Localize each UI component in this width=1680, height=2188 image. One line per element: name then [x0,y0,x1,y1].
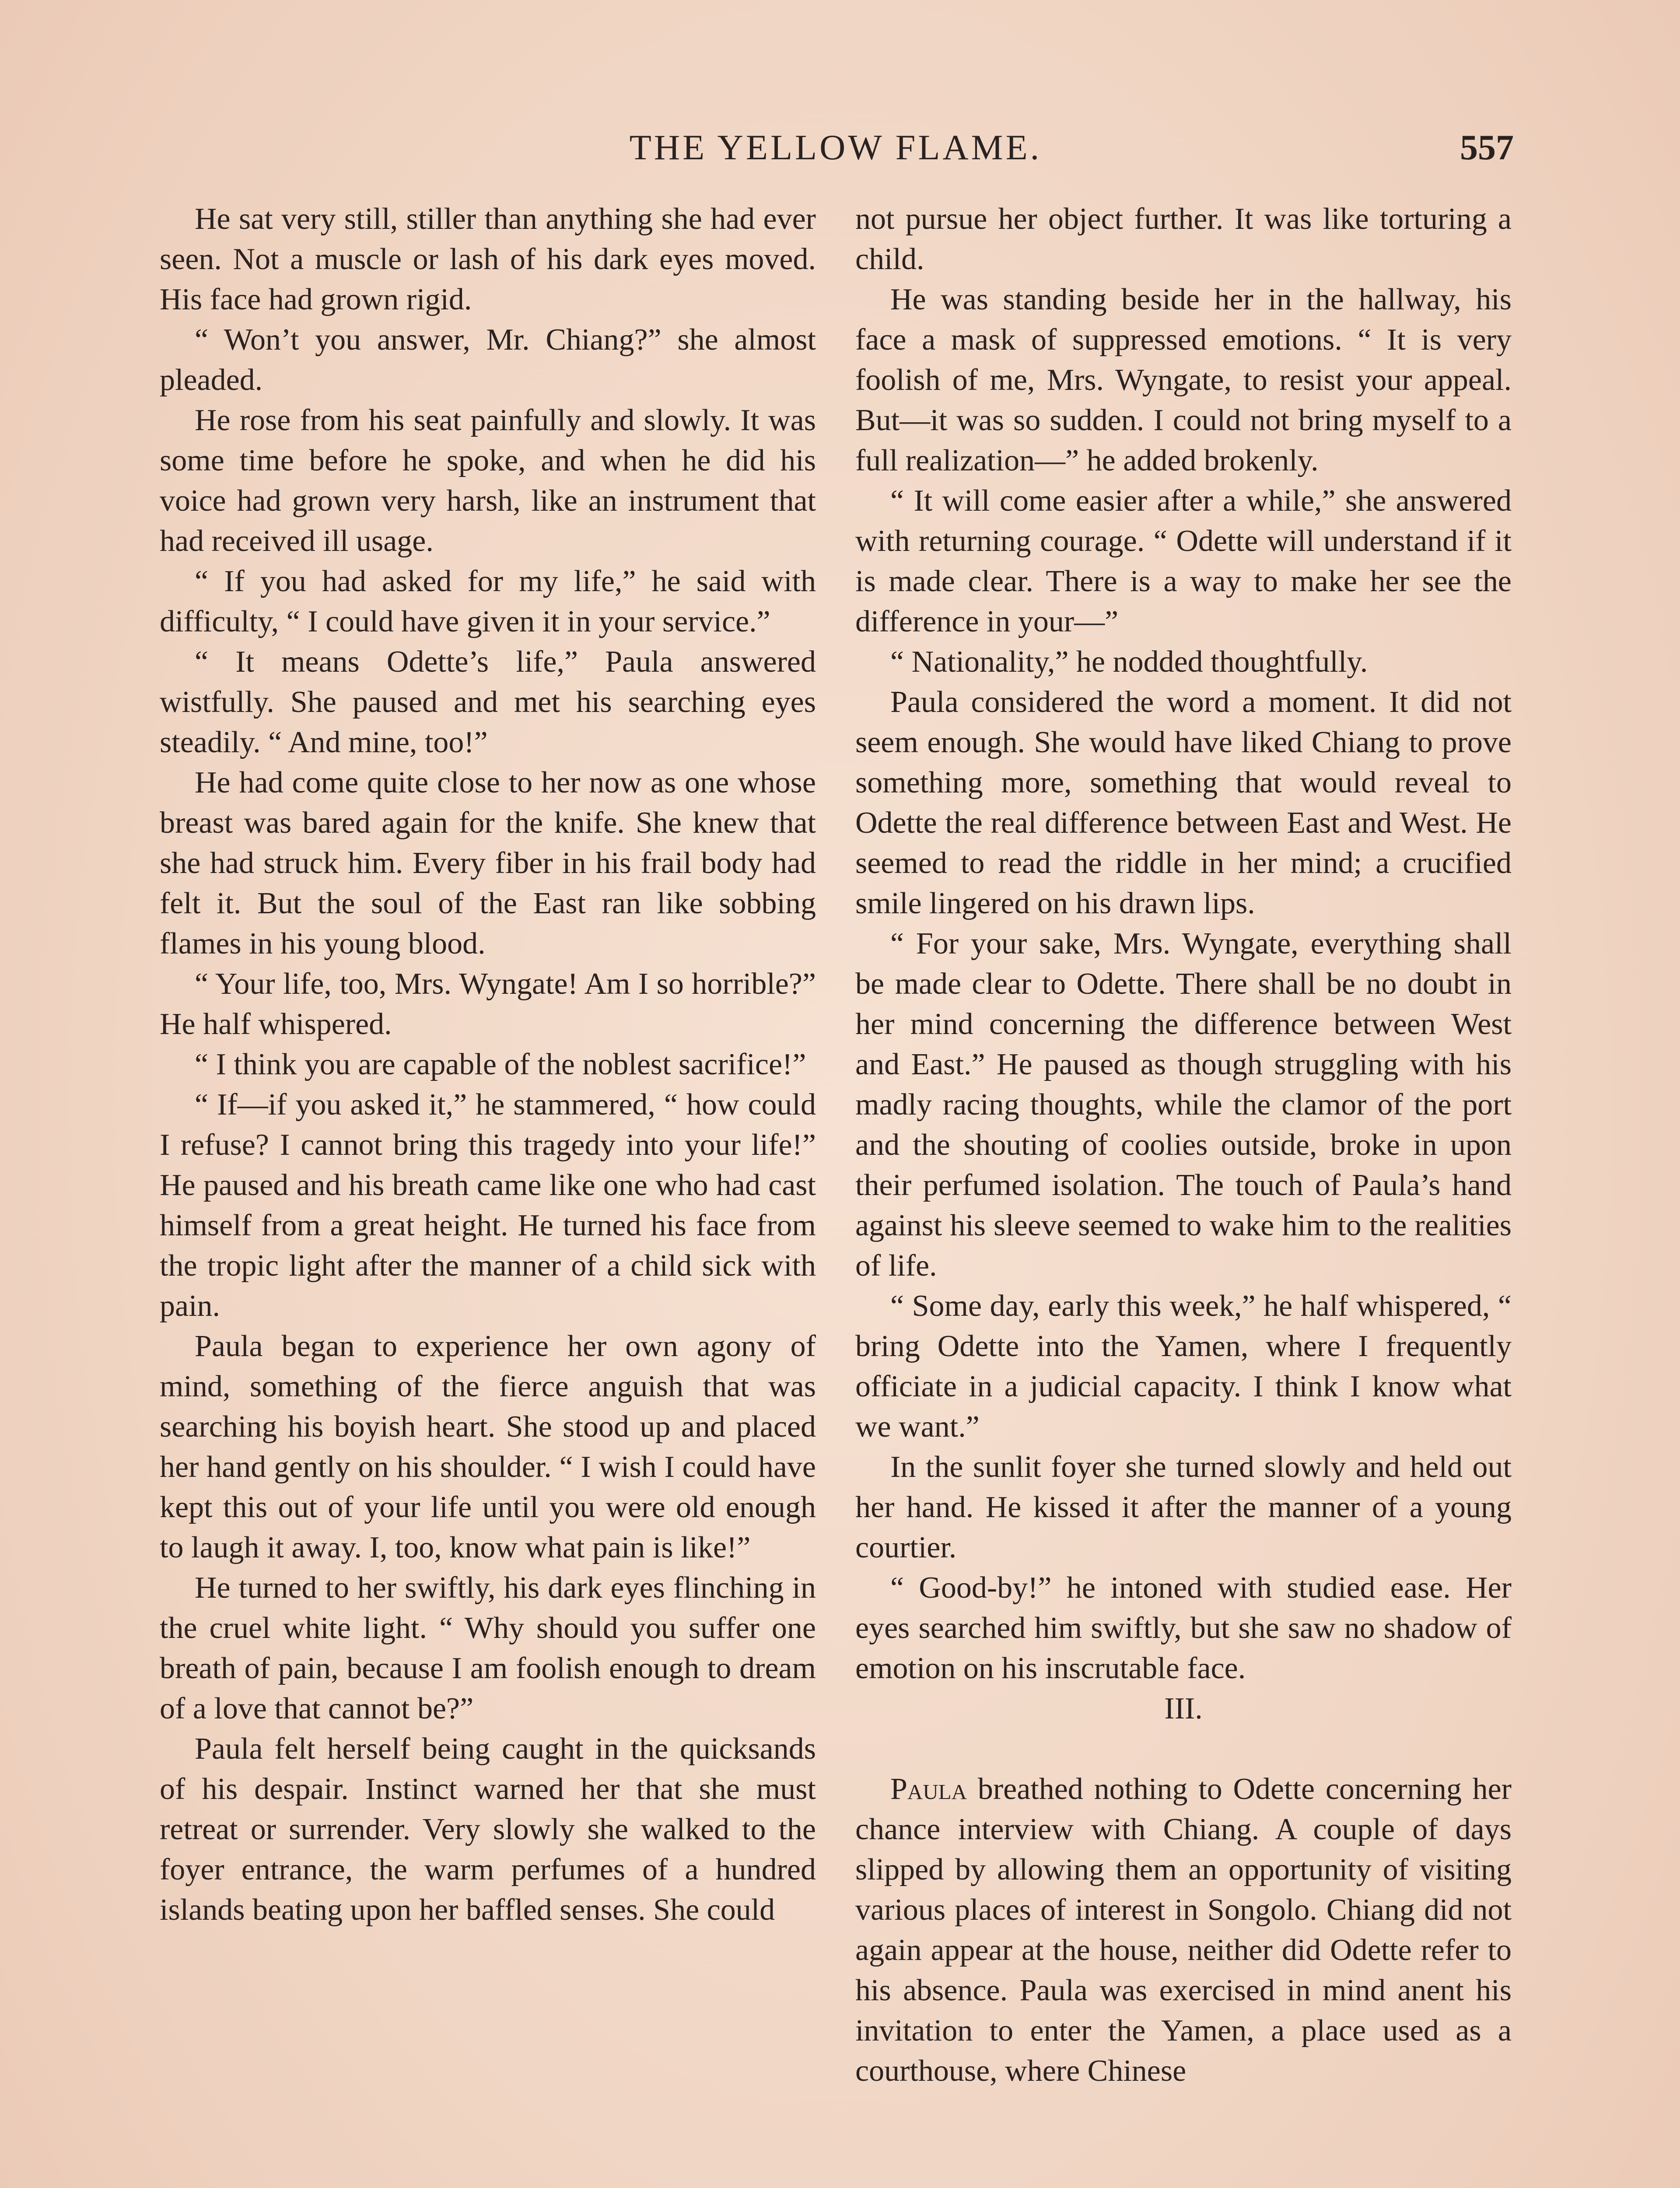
paragraph-continued: not pursue her object further. It was like torturing a child. [855,202,1512,276]
running-head [158,123,1514,175]
paragraph: “ If you had asked for my life,” he said with difficulty, “ I could have given it in your service.” [160,565,816,638]
paragraph: “ Nationality,” he nodded thoughtfully. [890,645,1368,679]
paragraph: He turned to her swiftly, his dark eyes flinching in the cruel white light. “ Why should you suffer one breath of pain, because I am foolish enough to dream of a love that cannot be?” [160,1571,816,1725]
paragraph: He rose from his seat painfully and slowly. It was some time before he spoke, and when he did his voice had grown very harsh, like an instrument that had received ill usage. [160,403,816,558]
section-paragraph [855,1769,1512,2091]
section-paragraph-text: breathed nothing to Odette concerning her chance interview with Chiang. A couple of days slipped by allowing them an opportunity of visiting various places of interest in Songolo. Chiang did not again appear at the house, neither did Odette refer to his absence. Paula was exercised in mind anent his invitation to enter the Yamen, a place used as a courthouse, where Chinese [855,1772,1512,2088]
running-title: THE YELLOW FLAME. [629,127,1042,167]
section-first-word: Paula [890,1772,967,1806]
paragraph: Paula felt herself being caught in the quicksands of his despair. Instinct warned her that she must retreat or surrender. Very slowly she walked to the foyer entrance, the warm perfumes of a hundred islands beating upon her baffled senses. She could [160,1732,816,1927]
paragraph: “ For your sake, Mrs. Wyngate, everything shall be made clear to Odette. There shall be no doubt in her mind concerning the difference between West and East.” He paused as though struggling with his madly racing thoughts, while the clamor of the port and the shouting of coolies outside, broke in upon their perfumed isolation. The touch of Paula’s hand against his sleeve seemed to wake him to the realities of life. [855,927,1512,1283]
paragraph: He sat very still, stiller than anything she had ever seen. Not a muscle or lash of his dark eyes moved. His face had grown rigid. [160,202,816,316]
paragraph: “ It will come easier after a while,” she answered with returning courage. “ Odette will understand if it is made clear. There is a way to make her see the difference in your—” [855,484,1512,638]
page-number: 557 [1460,127,1514,167]
paragraph: “ Won’t you answer, Mr. Chiang?” she almost pleaded. [160,323,816,397]
paragraph: In the sunlit foyer she turned slowly and held out her hand. He kissed it after the manner of a young courtier. [855,1450,1512,1564]
paragraph: Paula considered the word a moment. It did not seem enough. She would have liked Chiang to prove something more, something that would reveal to Odette the real difference between East and West. He seemed to read the riddle in her mind; a crucified smile lingered on his drawn lips. [855,685,1512,920]
paragraph: “ If—if you asked it,” he stammered, “ how could I refuse? I cannot bring this tragedy into your life!” He paused and his breath came like one who had cast himself from a great height. He turned his face from the tropic light after the manner of a child sick with pain. [160,1088,816,1323]
left-column [160,199,816,1930]
paragraph: He was standing beside her in the hallway, his face a mask of suppressed emotions. “ It is very foolish of me, Mrs. Wyngate, to resist your appeal. But—it was so sudden. I could not bring myself to a full realization—” he added brokenly. [855,283,1512,477]
section-heading: III. [1164,1692,1203,1725]
right-column [855,199,1512,2091]
paragraph: “ I think you are capable of the noblest sacrifice!” [195,1048,806,1081]
paragraph: Paula began to experience her own agony of mind, something of the fierce anguish that was searching his boyish heart. She stood up and placed her hand gently on his shoulder. “ I wish I could have kept this out of your life until you were old enough to laugh it away. I, too, know what pain is like!” [160,1329,816,1564]
paragraph: He had come quite close to her now as one whose breast was bared again for the knife. She knew that she had struck him. Every fiber in his frail body had felt it. But the soul of the East ran like sobbing flames in his young blood. [160,766,816,961]
paragraph: “ Your life, too, Mrs. Wyngate! Am I so horrible?” He half whispered. [160,967,816,1041]
paragraph: “ Good-by!” he intoned with studied ease. Her eyes searched him swiftly, but she saw no shadow of emotion on his inscrutable face. [855,1571,1512,1685]
paragraph: “ It means Odette’s life,” Paula answered wistfully. She paused and met his searching eyes steadily. “ And mine, too!” [160,645,816,759]
paragraph: “ Some day, early this week,” he half whispered, “ bring Odette into the Yamen, where I frequently officiate in a judicial capacity. I think I know what we want.” [855,1289,1512,1444]
